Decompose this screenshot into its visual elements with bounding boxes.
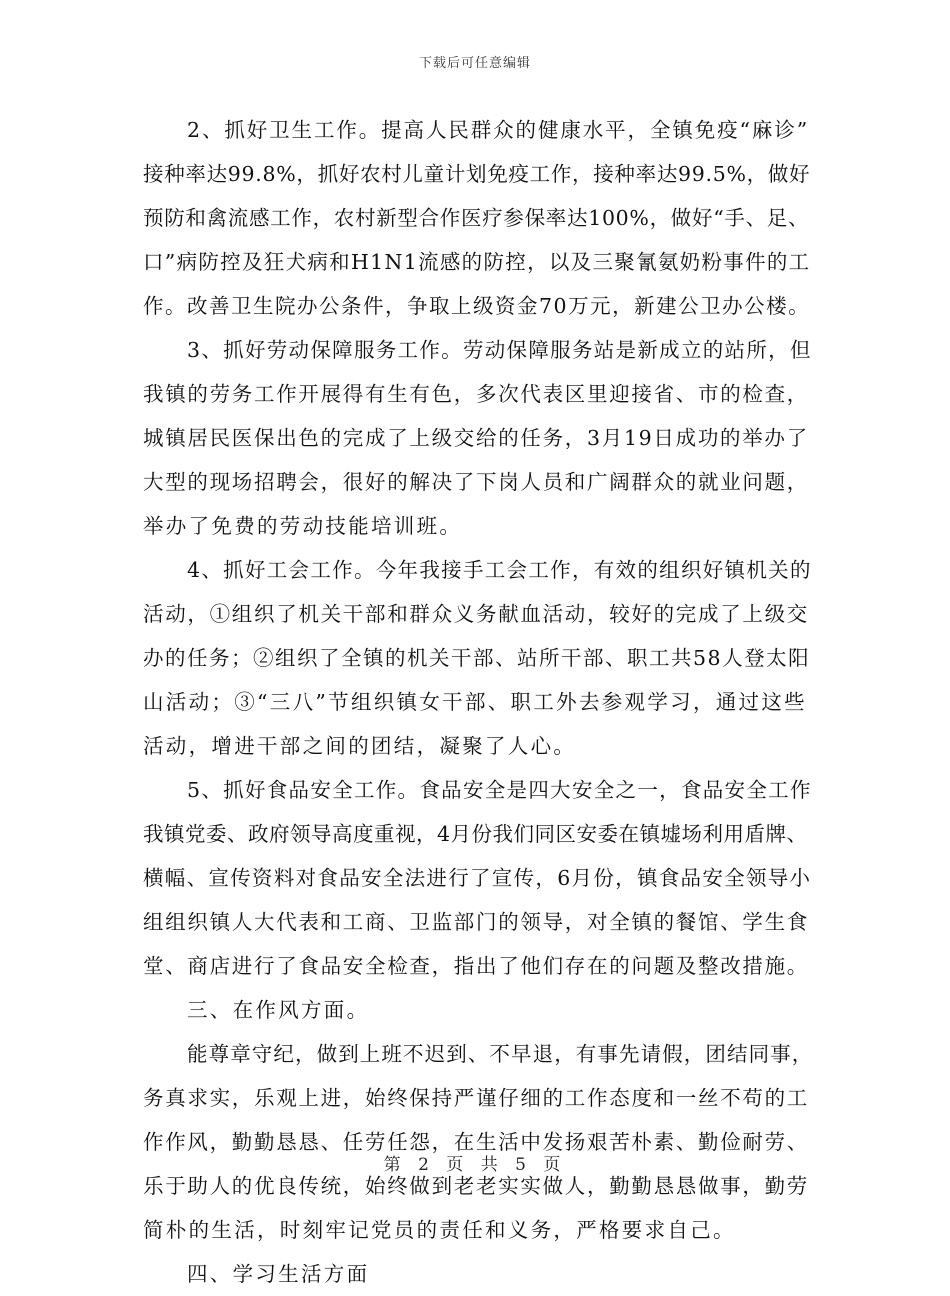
text-line: 我镇党委、政府领导高度重视，4月份我们同区安委在镇墟场利用盾牌、 [143,822,808,846]
text-line: 堂、商店进行了食品安全检查，指出了他们存在的问题及整改措施。 [143,954,809,978]
text-line: 作。改善卫生院办公条件，争取上级资金70万元，新建公卫办公楼。 [143,294,811,318]
text-line: 活动，增进干部之间的团结，凝聚了人心。 [143,734,577,758]
text-line: 4、抓好工会工作。今年我接手工会工作，有效的组织好镇机关的 [187,558,812,582]
text-line: 山活动；③“三八”节组织镇女干部、职工外去参观学习，通过这些 [143,690,807,714]
text-line: 作作风，勤勤恳恳、任劳任怨，在生活中发扬艰苦朴素、勤俭耐劳、 [143,1130,809,1154]
document-body [143,108,813,1296]
page-header: 下载后可任意编辑 [418,56,531,71]
text-line: 大型的现场招聘会，很好的解决了下岗人员和广阔群众的就业问题， [143,470,809,494]
text-line: 2、抓好卫生工作。提高人民群众的健康水平，全镇免疫“麻诊” [187,118,810,142]
text-line: 简朴的生活，时刻牢记党员的责任和义务，严格要求自己。 [143,1218,736,1242]
text-line: 举办了免费的劳动技能培训班。 [143,514,463,538]
text-line: 5、抓好食品安全工作。食品安全是四大安全之一，食品安全工作 [187,778,812,802]
section-heading: 三、在作风方面。 [187,998,370,1022]
text-line: 接种率达99.8%，抓好农村儿童计划免疫工作，接种率达99.5%，做好 [143,162,811,186]
text-line: 3、抓好劳动保障服务工作。劳动保障服务站是新成立的站所，但 [187,338,812,362]
text-line: 乐于助人的优良传统，始终做到老老实实做人，勤勤恳恳做事，勤劳 [143,1174,809,1198]
text-line: 横幅、宣传资料对食品安全法进行了宣传，6月份，镇食品安全领导小 [143,866,812,890]
text-line: 城镇居民医保出色的完成了上级交给的任务，3月19日成功的举办了 [143,426,809,450]
text-line: 务真求实，乐观上进，始终保持严谨仔细的工作态度和一丝不苟的工 [143,1086,809,1110]
section-heading: 四、学习生活方面 [187,1262,370,1286]
text-line: 预防和禽流感工作，农村新型合作医疗参保率达100%，做好“手、足、 [143,206,810,230]
text-line: 能尊章守纪，做到上班不迟到、不早退，有事先请假，团结同事， [187,1042,814,1066]
page-number: 第 2 页 共 5 页 [383,1155,567,1175]
text-line: 组组织镇人大代表和工商、卫监部门的领导，对全镇的餐馆、学生食 [143,910,809,934]
text-line: 办的任务；②组织了全镇的机关干部、站所干部、职工共58人登太阳 [143,646,811,670]
text-line: 活动，①组织了机关干部和群众义务献血活动，较好的完成了上级交 [143,602,809,626]
text-line: 口”病防控及狂犬病和H1N1流感的防控，以及三聚氰氨奶粉事件的工 [143,250,811,274]
text-line: 我镇的劳务工作开展得有生有色，多次代表区里迎接省、市的检查， [143,382,809,406]
